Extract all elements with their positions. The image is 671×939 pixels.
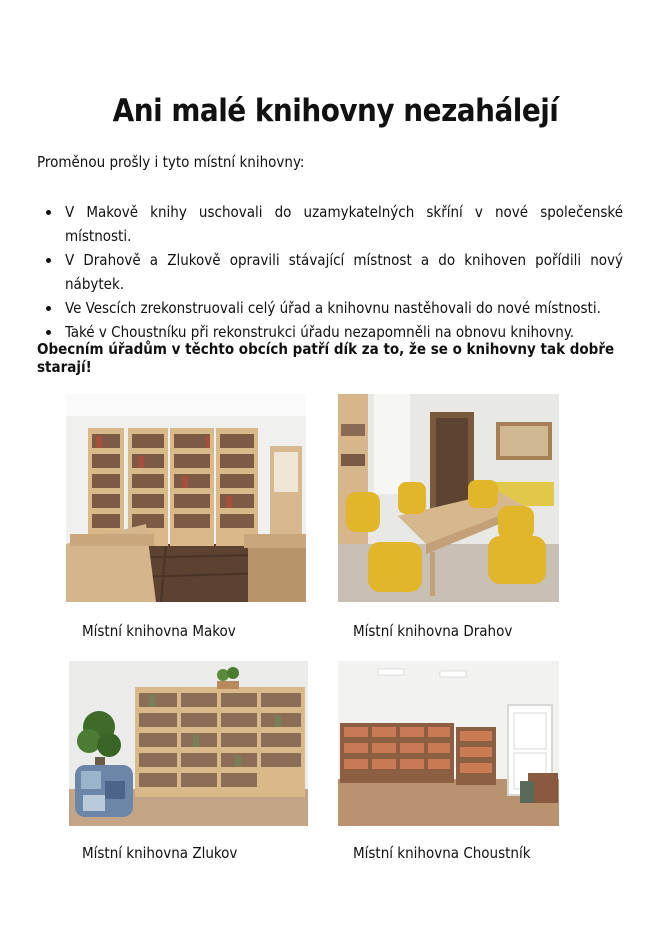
- photo-caption-makov: Místní knihovna Makov: [82, 622, 236, 640]
- photo-caption-choustnik: Místní knihovna Choustník: [353, 844, 531, 862]
- bullet-item-vesce: Ve Vescích zrekonstruovali celý úřad a knihovnu nastěhovali do nové místnosti.: [37, 296, 623, 320]
- photo-makov: [66, 394, 306, 602]
- photo-caption-drahov: Místní knihovna Drahov: [353, 622, 513, 640]
- bullet-item-drahov-zlukov: V Drahově a Zlukově opravili stávající místnost a do knihoven pořídili nový nábytek.: [37, 248, 623, 296]
- intro-text: Proměnou prošly i tyto místní knihovny:: [37, 153, 305, 171]
- photo-drahov: [338, 394, 559, 602]
- page-title: Ani malé knihovny nezahálejí: [112, 93, 559, 129]
- bullet-item-choustnik: Také v Choustníku při rekonstrukci úřadu nezapomněli na obnovu knihovny.: [37, 320, 623, 344]
- photo-caption-zlukov: Místní knihovna Zlukov: [82, 844, 238, 862]
- photo-zlukov: [69, 661, 308, 826]
- bullet-item-makov: V Makově knihy uschovali do uzamykatelných skříní v nové společenské místnosti.: [37, 200, 623, 248]
- photo-choustnik: [338, 661, 559, 826]
- bullet-list: [37, 200, 623, 344]
- thanks-text: Obecním úřadům v těchto obcích patří dík za to, že se o knihovny tak dobře starají!: [37, 340, 615, 376]
